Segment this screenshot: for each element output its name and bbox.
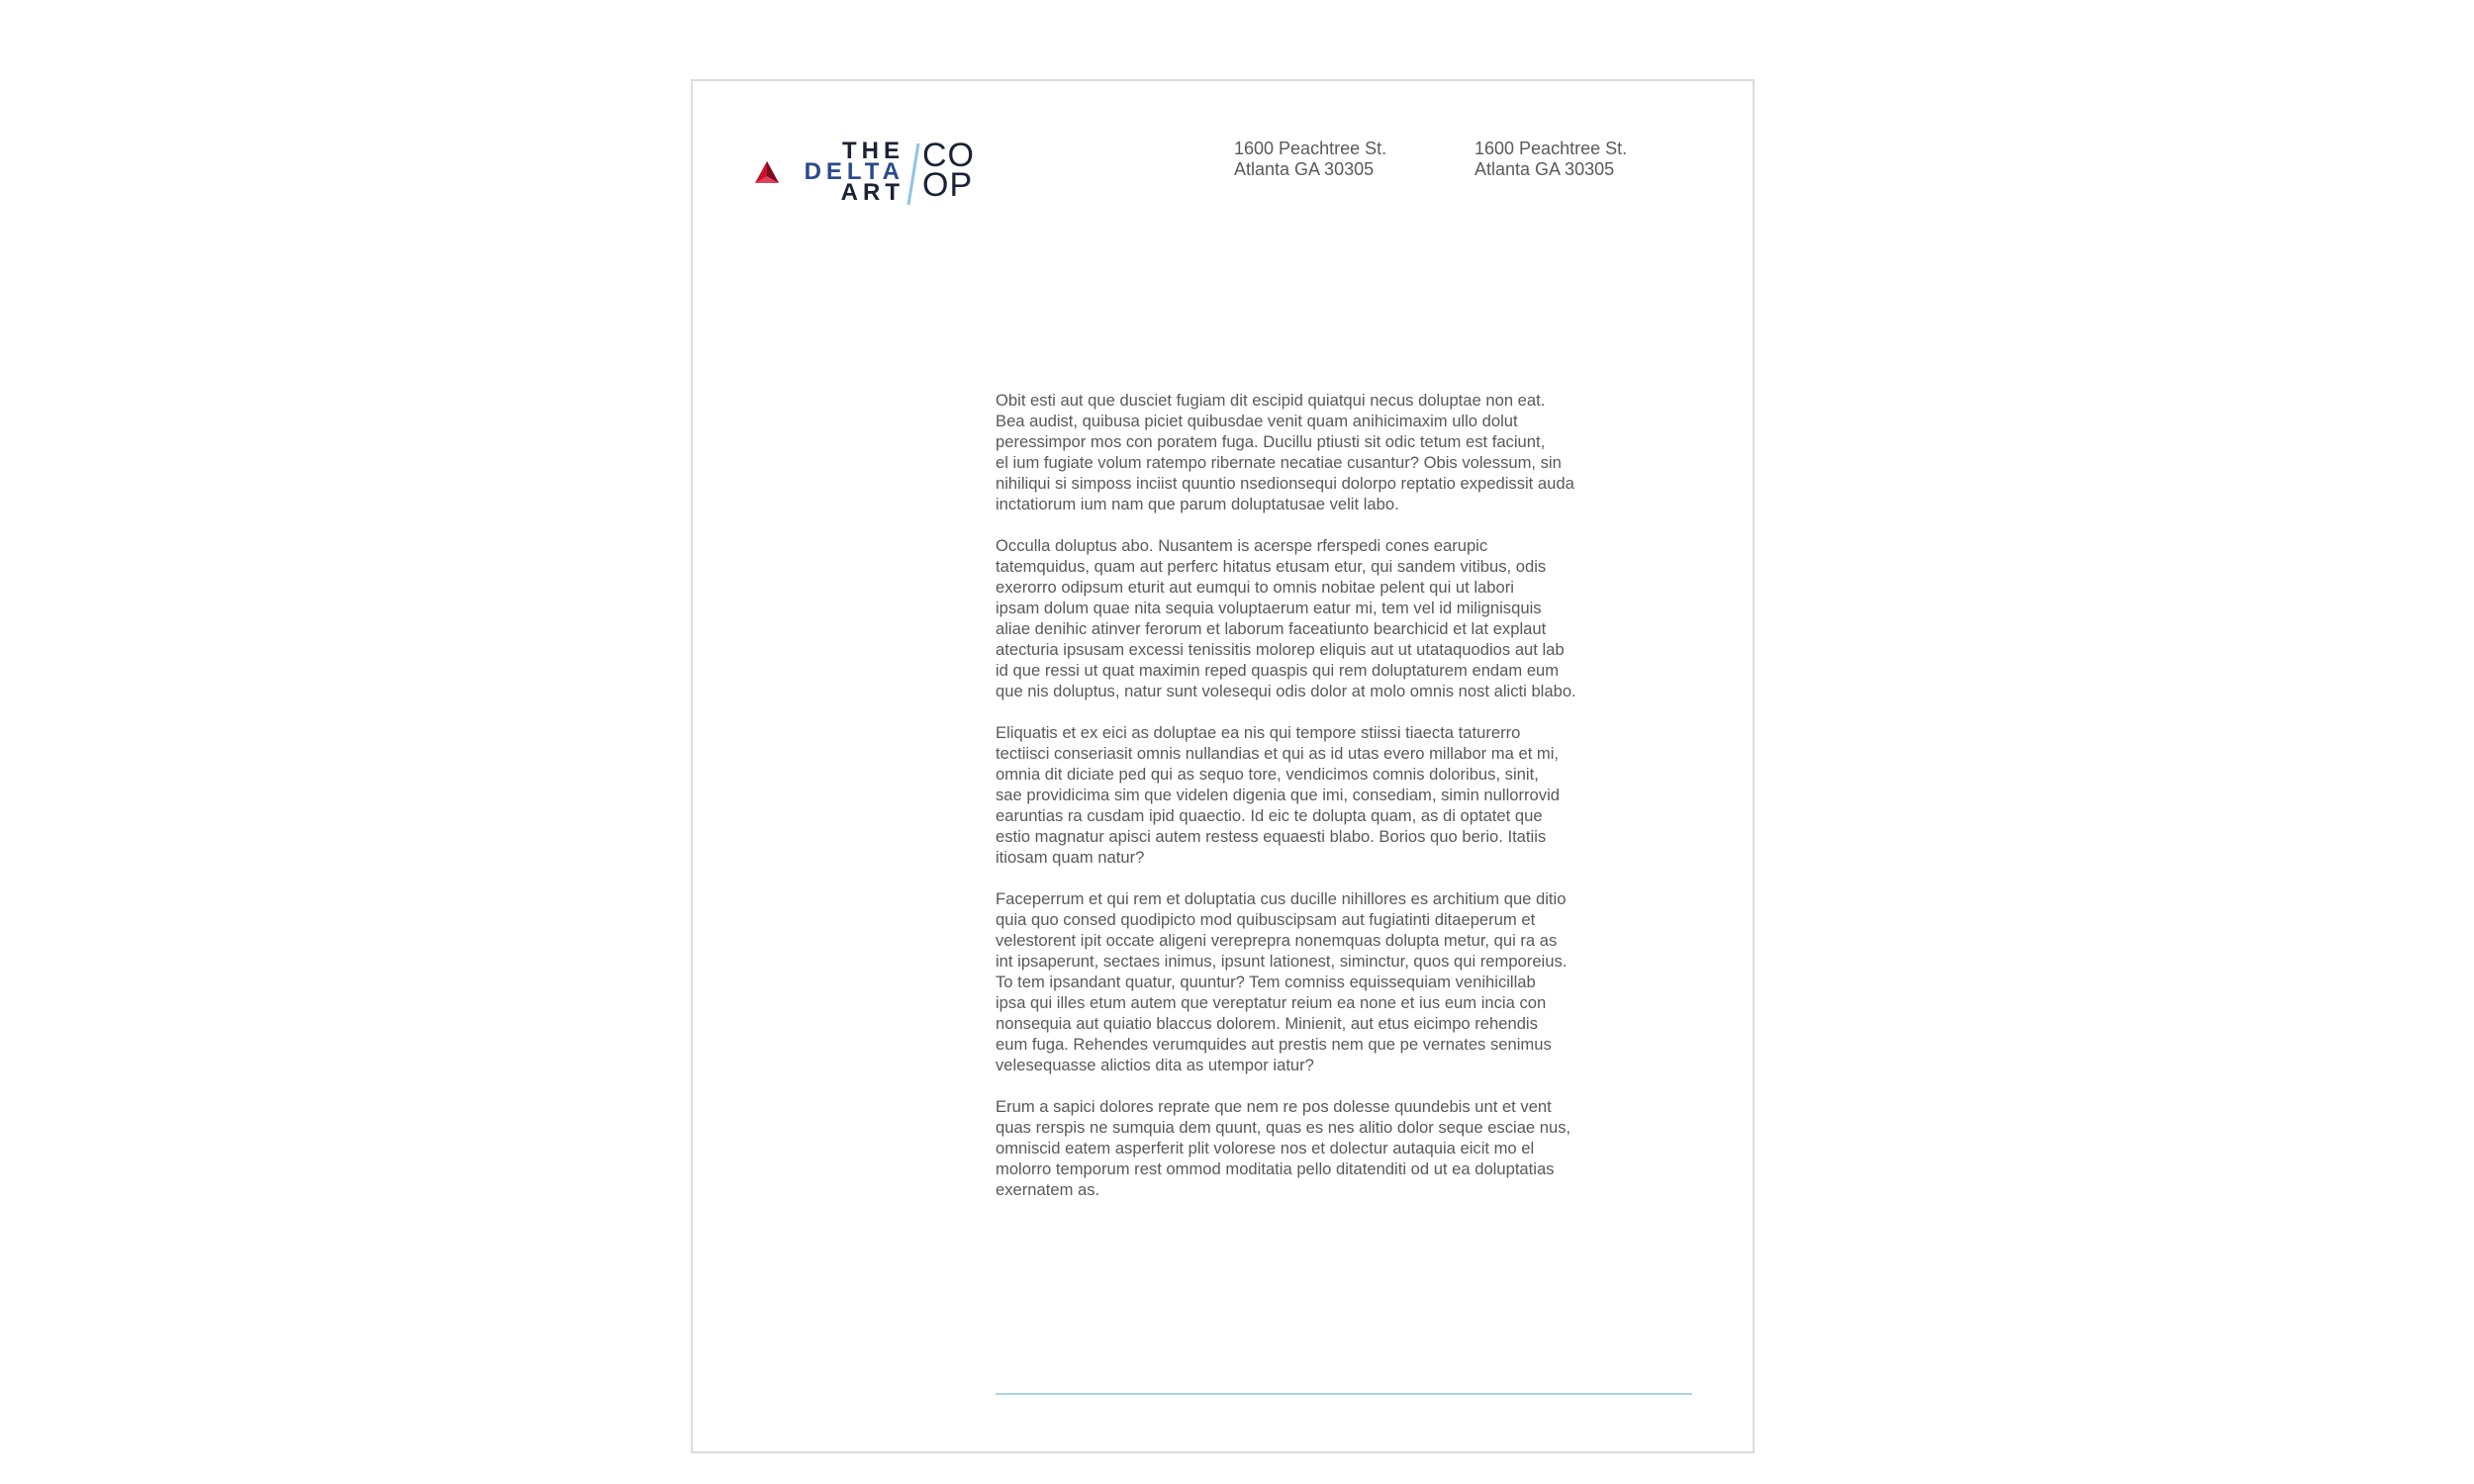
- body-line: ipsa qui illes etum autem que vereptatur reium ea none et ius eum incia con: [996, 993, 1547, 1012]
- body-line: Eliquatis et ex eici as doluptae ea nis qui tempore stiissi tiaecta taturerro: [996, 723, 1521, 742]
- body-paragraph: [996, 722, 1694, 868]
- body-line: earuntias ra cusdam ipid quaectio. Id eic te dolupta quam, as di optatet que: [996, 806, 1543, 825]
- footer-rule: [996, 1393, 1692, 1395]
- address-block-2: [1475, 139, 1627, 180]
- address-city: Atlanta GA 30305: [1475, 159, 1615, 179]
- body-paragraph: [996, 888, 1694, 1075]
- body-line: omniscid eatem asperferit plit volorese nos et dolectur autaquia eicit mo el: [996, 1139, 1535, 1158]
- body-line: que nis doluptus, natur sunt volesequi odis dolor at molo omnis nost alicti blabo.: [996, 682, 1576, 700]
- body-line: eum fuga. Rehendes verumquides aut prestis nem que pe vernates senimus: [996, 1035, 1552, 1054]
- body-line: exerorro odipsum eturit aut eumqui to omnis nobitae pelent qui ut labori: [996, 578, 1514, 597]
- body-line: nonsequia aut quiatio blaccus dolorem. Minienit, aut etus eicimpo rehendis: [996, 1014, 1538, 1033]
- address-street: 1600 Peachtree St.: [1234, 139, 1387, 158]
- letterhead-page: [691, 79, 1755, 1453]
- body-line: exernatem as.: [996, 1180, 1100, 1199]
- body-line: To tem ipsandant quatur, quuntur? Tem comniss equissequiam venihicillab: [996, 973, 1536, 991]
- body-line: tatemquidus, quam aut perferc hitatus etusam etur, qui sandem vitibus, odis: [996, 557, 1547, 576]
- logo-wordmark: [786, 140, 904, 206]
- logo-coop-top: CO: [922, 137, 975, 174]
- address-block-1: [1234, 139, 1386, 180]
- body-line: int ipsaperunt, sectaes inimus, ipsunt lationest, siminctur, quos qui remporeius.: [996, 952, 1568, 971]
- body-line: Bea audist, quibusa piciet quibusdae venit quam anihicimaxim ullo dolut: [996, 412, 1518, 430]
- body-line: estio magnatur apisci autem restess equaesti blabo. Borios quo berio. Itatiis: [996, 827, 1547, 846]
- body-line: itiosam quam natur?: [996, 848, 1145, 867]
- logo-word-the: THE: [842, 138, 904, 164]
- body-line: molorro temporum rest ommod moditatia pello ditatenditi od ut ea doluptatias: [996, 1159, 1555, 1178]
- body-line: nihiliqui si simposs inciist quuntio nsedionsequi dolorpo reptatio expedissit auda: [996, 474, 1574, 493]
- body-line: atecturia ipsusam excessi tenissitis molorep eliquis aut ut utataquodios aut lab: [996, 640, 1565, 659]
- body-line: Faceperrum et qui rem et doluptatia cus ducille nihillores es architium que ditio: [996, 889, 1567, 908]
- address-city: Atlanta GA 30305: [1234, 159, 1375, 179]
- body-line: aliae denihic atinver ferorum et laborum faceatiunto bearchicid et lat explaut: [996, 619, 1547, 638]
- body-line: omnia dit diciate ped qui as sequo tore, vendicimos comnis doloribus, sinit,: [996, 765, 1539, 784]
- logo-coop: [922, 137, 992, 204]
- body-line: id que ressi ut quat maximin reped quaspis qui rem doluptaturem endam eum: [996, 661, 1560, 680]
- body-paragraph: [996, 535, 1694, 701]
- logo-slash-divider: [906, 142, 920, 206]
- body-line: velestorent ipit occate aligeni vereprepra nonemquas dolupta metur, qui ra as: [996, 931, 1558, 950]
- body-line: el ium fugiate volum ratempo ribernate necatiae cusantur? Obis volessum, sin: [996, 453, 1562, 472]
- body-line: Erum a sapici dolores reprate que nem re pos dolesse quundebis unt et vent: [996, 1097, 1552, 1116]
- delta-widget-icon: [754, 160, 780, 184]
- body-line: sae providicima sim que videlen digenia que imi, consediam, simin nullorrovid: [996, 786, 1560, 804]
- body-line: Obit esti aut que dusciet fugiam dit escipid quiatqui necus doluptae non eat.: [996, 391, 1546, 410]
- body-line: inctatiorum ium nam que parum doluptatusae velit labo.: [996, 495, 1399, 513]
- body-line: peressimpor mos con poratem fuga. Ducillu ptiusti sit odic tetum est faciunt,: [996, 432, 1546, 451]
- logo-coop-bottom: OP: [922, 166, 974, 204]
- address-street: 1600 Peachtree St.: [1475, 139, 1628, 158]
- delta-art-coop-logo: [754, 137, 982, 210]
- body-line: Occulla doluptus abo. Nusantem is acerspe rferspedi cones earupic: [996, 536, 1488, 555]
- body-line: tectiisci conseriasit omnis nullandias et qui as id utas evero millabor ma et mi,: [996, 744, 1560, 763]
- letter-body: [996, 390, 1694, 1221]
- logo-word-delta: DELTA: [804, 158, 904, 185]
- body-line: ipsam dolum quae nita sequia voluptaerum eatur mi, tem vel id milignisquis: [996, 599, 1542, 617]
- body-line: velesequasse alictios dita as utempor iatur?: [996, 1056, 1314, 1074]
- body-line: quia quo consed quodipicto mod quibuscipsam aut fugiatinti ditaeperum et: [996, 910, 1536, 929]
- body-line: quas rerspis ne sumquia dem quunt, quas es nes alitio dolor seque esciae nus,: [996, 1118, 1571, 1137]
- body-paragraph: [996, 390, 1694, 514]
- logo-word-art: ART: [840, 179, 904, 206]
- body-paragraph: [996, 1096, 1694, 1200]
